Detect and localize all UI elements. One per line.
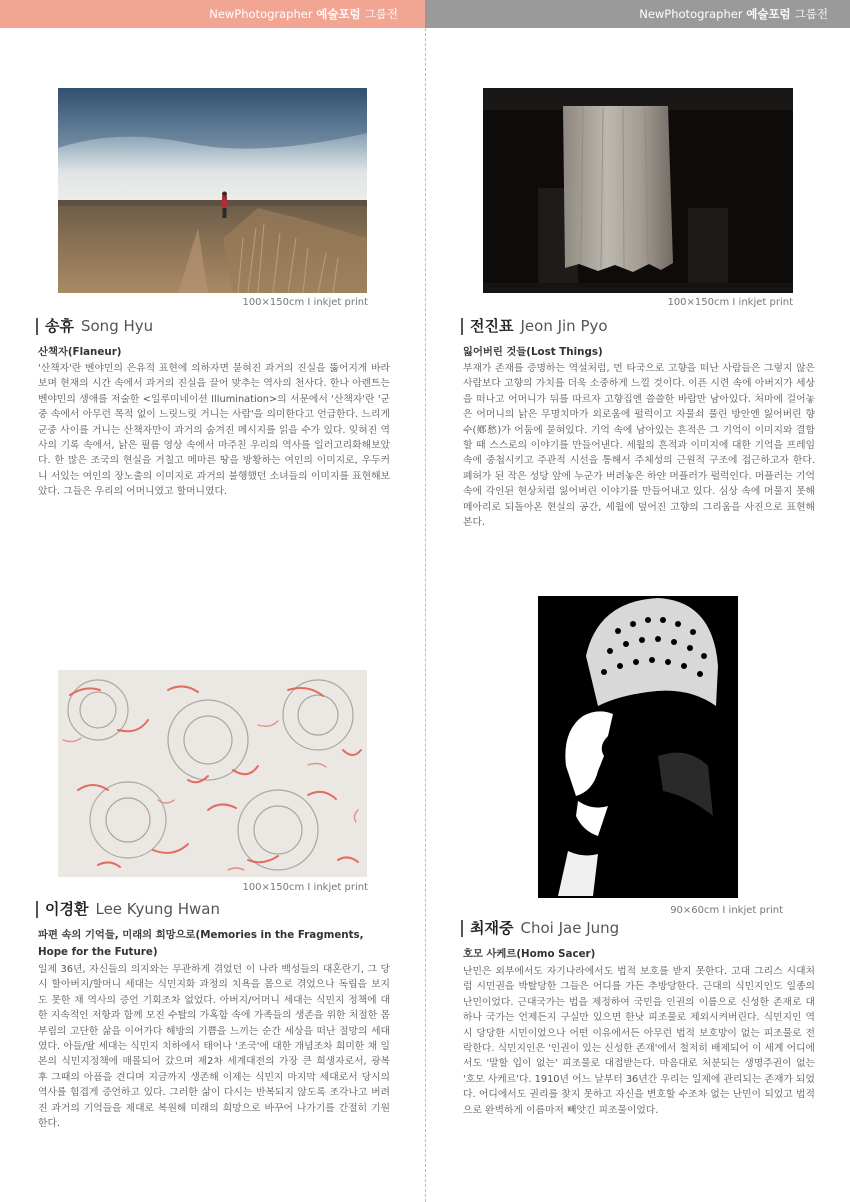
center-divider — [425, 28, 426, 1202]
artist-name-ko: 이경환 — [45, 900, 89, 918]
artist-name-ko: 전진표 — [470, 317, 514, 335]
photo-flaneur — [58, 88, 367, 293]
work-description-choi-jae-jung: 난민은 외부에서도 자기나라에서도 법적 보호를 받지 못한다. 고대 그리스 시대처럼 시민권을 박탈당한 그들은 어디를 가든 추방당한다. 근대의 식민지인도 일종의 난민이었다. 근대국가는 법을 제정하여 국민을 인권의 이름으로 신성한 존재로 대하나 국가는 언제든지 구실만 있으면 한낫 피조물로 제외시켜버린다. 식민지인 역시 당당한 시민이었으나 어떤 이유에서든 아무런 법적 보호망이 없는 피조물로 전락한다. 식민지인은 '인권이 있는 신성한 존재'에서 철저히 배제되어 이 세계 어디에서도 '말할 입이 없는' 피조물로 대접받는다. 마음대로 처분되는 생명주권이 없는 '호모 사케르'다. 1910년 어느 날부터 36년간 우리는 일제에 관리되는 존재가 되었다. 어디에서도 권리를 찾지 못하고 자신을 변호할 수조차 없는 난민이 되었고 법적으로 완벽하게 이름마저 빼앗긴 피조물이었다. — [463, 966, 815, 1116]
work-title-choi-jae-jung: 호모 사케르(Homo Sacer) — [463, 948, 596, 960]
artist-name-ko: 최재중 — [470, 919, 514, 937]
header-left-forum: 예술포럼 — [316, 7, 361, 21]
caption-song-hyu: 100×150cm I inkjet print — [242, 297, 368, 308]
work-description-song-hyu: '산책자'란 벤야민의 은유적 표현에 의하자면 묻혀진 과거의 진실을 뚫어지게 바라보며 현재의 시간 속에서 과거의 진실을 끌어 맞추는 역사의 천사다. 한나 아렌트는 벤야민의 생애를 저술한 <일루미네이션 Illumination>의 서문에서 '산책자'란 '군중 속에서 아무런 목적 없이 느릿느릿 거니는 사람'을 의미한다고 언급한다. 느리게 군중 사이를 거니는 산책자만이 과거의 숨겨진 메시지를 읽을 수가 있다. 잊혀진 역사의 기록 속에서, 낡은 필름 영상 속에서 마주친 우리의 역사를 일러고리화해보았다. 한 많은 조국의 현실을 거칠고 메마른 땅을 방황하는 여인의 이미지로, 우두커니 서있는 여인의 장노출의 이미지로 과거의 불행했던 소녀들의 이미지를 표현해보았다. 그들은 우리의 어머니였고 할머니였다. — [38, 363, 390, 498]
work-title-song-hyu: 산책자(Flaneur) — [38, 346, 122, 358]
work-description-lee-kyung-hwan: 일제 36년, 자신들의 의지와는 무관하게 겪었던 이 나라 백성들의 대혼란기, 그 당시 할아버지/할머니 세대는 식민지화 과정의 치욕을 몸으로 겪었으나 독립을 보지도 못한 채 역사의 증언 기회조차 없었다. 아버지/어머니 세대는 식민지 정책에 대한 지속적인 저항과 함께 모진 수탈의 가혹함 속에 가족들의 생존을 위한 처절한 몸부림의 고단한 삶을 이어가다 해방의 기쁨을 느끼는 순간 세상을 떠난 절망의 세대였다. 아들/딸 세대는 식민지 치하에서 태어나 '조국'에 대한 개념조차 희미한 채 일본의 식민지정책에 매몰되어 갔으며 제2차 세계대전의 가장 큰 희생자로서, 광복 후 그때의 아픔을 견디며 지금까지 생존해 이제는 식민지 마지막 세대로서 당시의 역사를 힘겹게 증언하고 있다. 그러한 삶이 다시는 반복되지 않도록 조각나고 버려진 과거의 기억들을 제대로 복원해 미래의 희망으로 바꾸어 나가기를 간절히 기원한다. — [38, 964, 390, 1130]
artist-name-en: Choi Jae Jung — [520, 919, 620, 937]
work-title-jeon-jin-pyo: 잃어버린 것들(Lost Things) — [463, 346, 603, 358]
photo-memories-fragments — [58, 670, 367, 877]
photo-lost-things — [483, 88, 793, 293]
photo-homo-sacer — [538, 596, 738, 898]
header-left-group: 그룹전 — [364, 7, 398, 21]
artist-name-jeon-jin-pyo — [461, 318, 608, 335]
artist-name-en: Jeon Jin Pyo — [520, 317, 608, 335]
caption-jeon-jin-pyo: 100×150cm I inkjet print — [667, 297, 793, 308]
header-right-forum: 예술포럼 — [746, 7, 791, 21]
artist-name-lee-kyung-hwan — [36, 901, 220, 918]
artist-name-en: Song Hyu — [80, 317, 154, 335]
work-description-jeon-jin-pyo: 부재가 존재를 증명하는 역설처럼, 먼 타국으로 고향을 떠난 사람들은 그렇지 않은 사람보다 고향의 가치를 더욱 소중하게 느낄 것이다. 이픈 시련 속에 아버지가 세상을 떠나고 어머니가 뒤를 따르자 고향집엔 쓸쓸한 바람만 남아있다. 처마에 걸어놓은 어머니의 낡은 무명치마가 외로움에 펄럭이고 자물쇠 풀린 방안엔 잃어버린 향수(鄕愁)가 어둠에 묻혀있다. 기억 속에 남아있는 흔적은 그 기억이 이미지와 결합할 때 스스로의 이야기를 만들어낸다. 세월의 흔적과 이미지에 대한 기억을 프레임 속에 중첩시키고 주관적 시선을 통해서 주체성의 근원적 구조에 접근하고자 한다. 폐허가 된 작은 성당 앞에 누군가 버려놓은 하얀 머플러가 펄럭인다. 머플러는 기억 속에 각인된 현상처럼 잃어버린 이야기를 만들어내고 있다. 심상 속에 머물지 못해 메아리로 되돌아온 현실의 공간, 세월에 덮어진 고향의 그리움을 사진으로 표현해본다. — [463, 363, 815, 529]
artist-name-en: Lee Kyung Hwan — [95, 900, 220, 918]
work-title-lee-kyung-hwan: 파편 속의 기억들, 미래의 희망으로(Memories in the Fragments, Hope for the Future) — [38, 929, 364, 958]
artist-name-song-hyu — [36, 318, 153, 335]
artist-name-ko: 송휴 — [45, 317, 74, 335]
header-right — [425, 0, 850, 28]
header-right-group: 그룹전 — [794, 7, 828, 21]
header-left-brand: NewPhotographer — [209, 7, 313, 21]
caption-choi-jae-jung: 90×60cm I inkjet print — [670, 905, 783, 916]
header-left — [0, 0, 425, 28]
header-right-brand: NewPhotographer — [639, 7, 743, 21]
artist-name-choi-jae-jung — [461, 920, 619, 937]
caption-lee-kyung-hwan: 100×150cm I inkjet print — [242, 882, 368, 893]
